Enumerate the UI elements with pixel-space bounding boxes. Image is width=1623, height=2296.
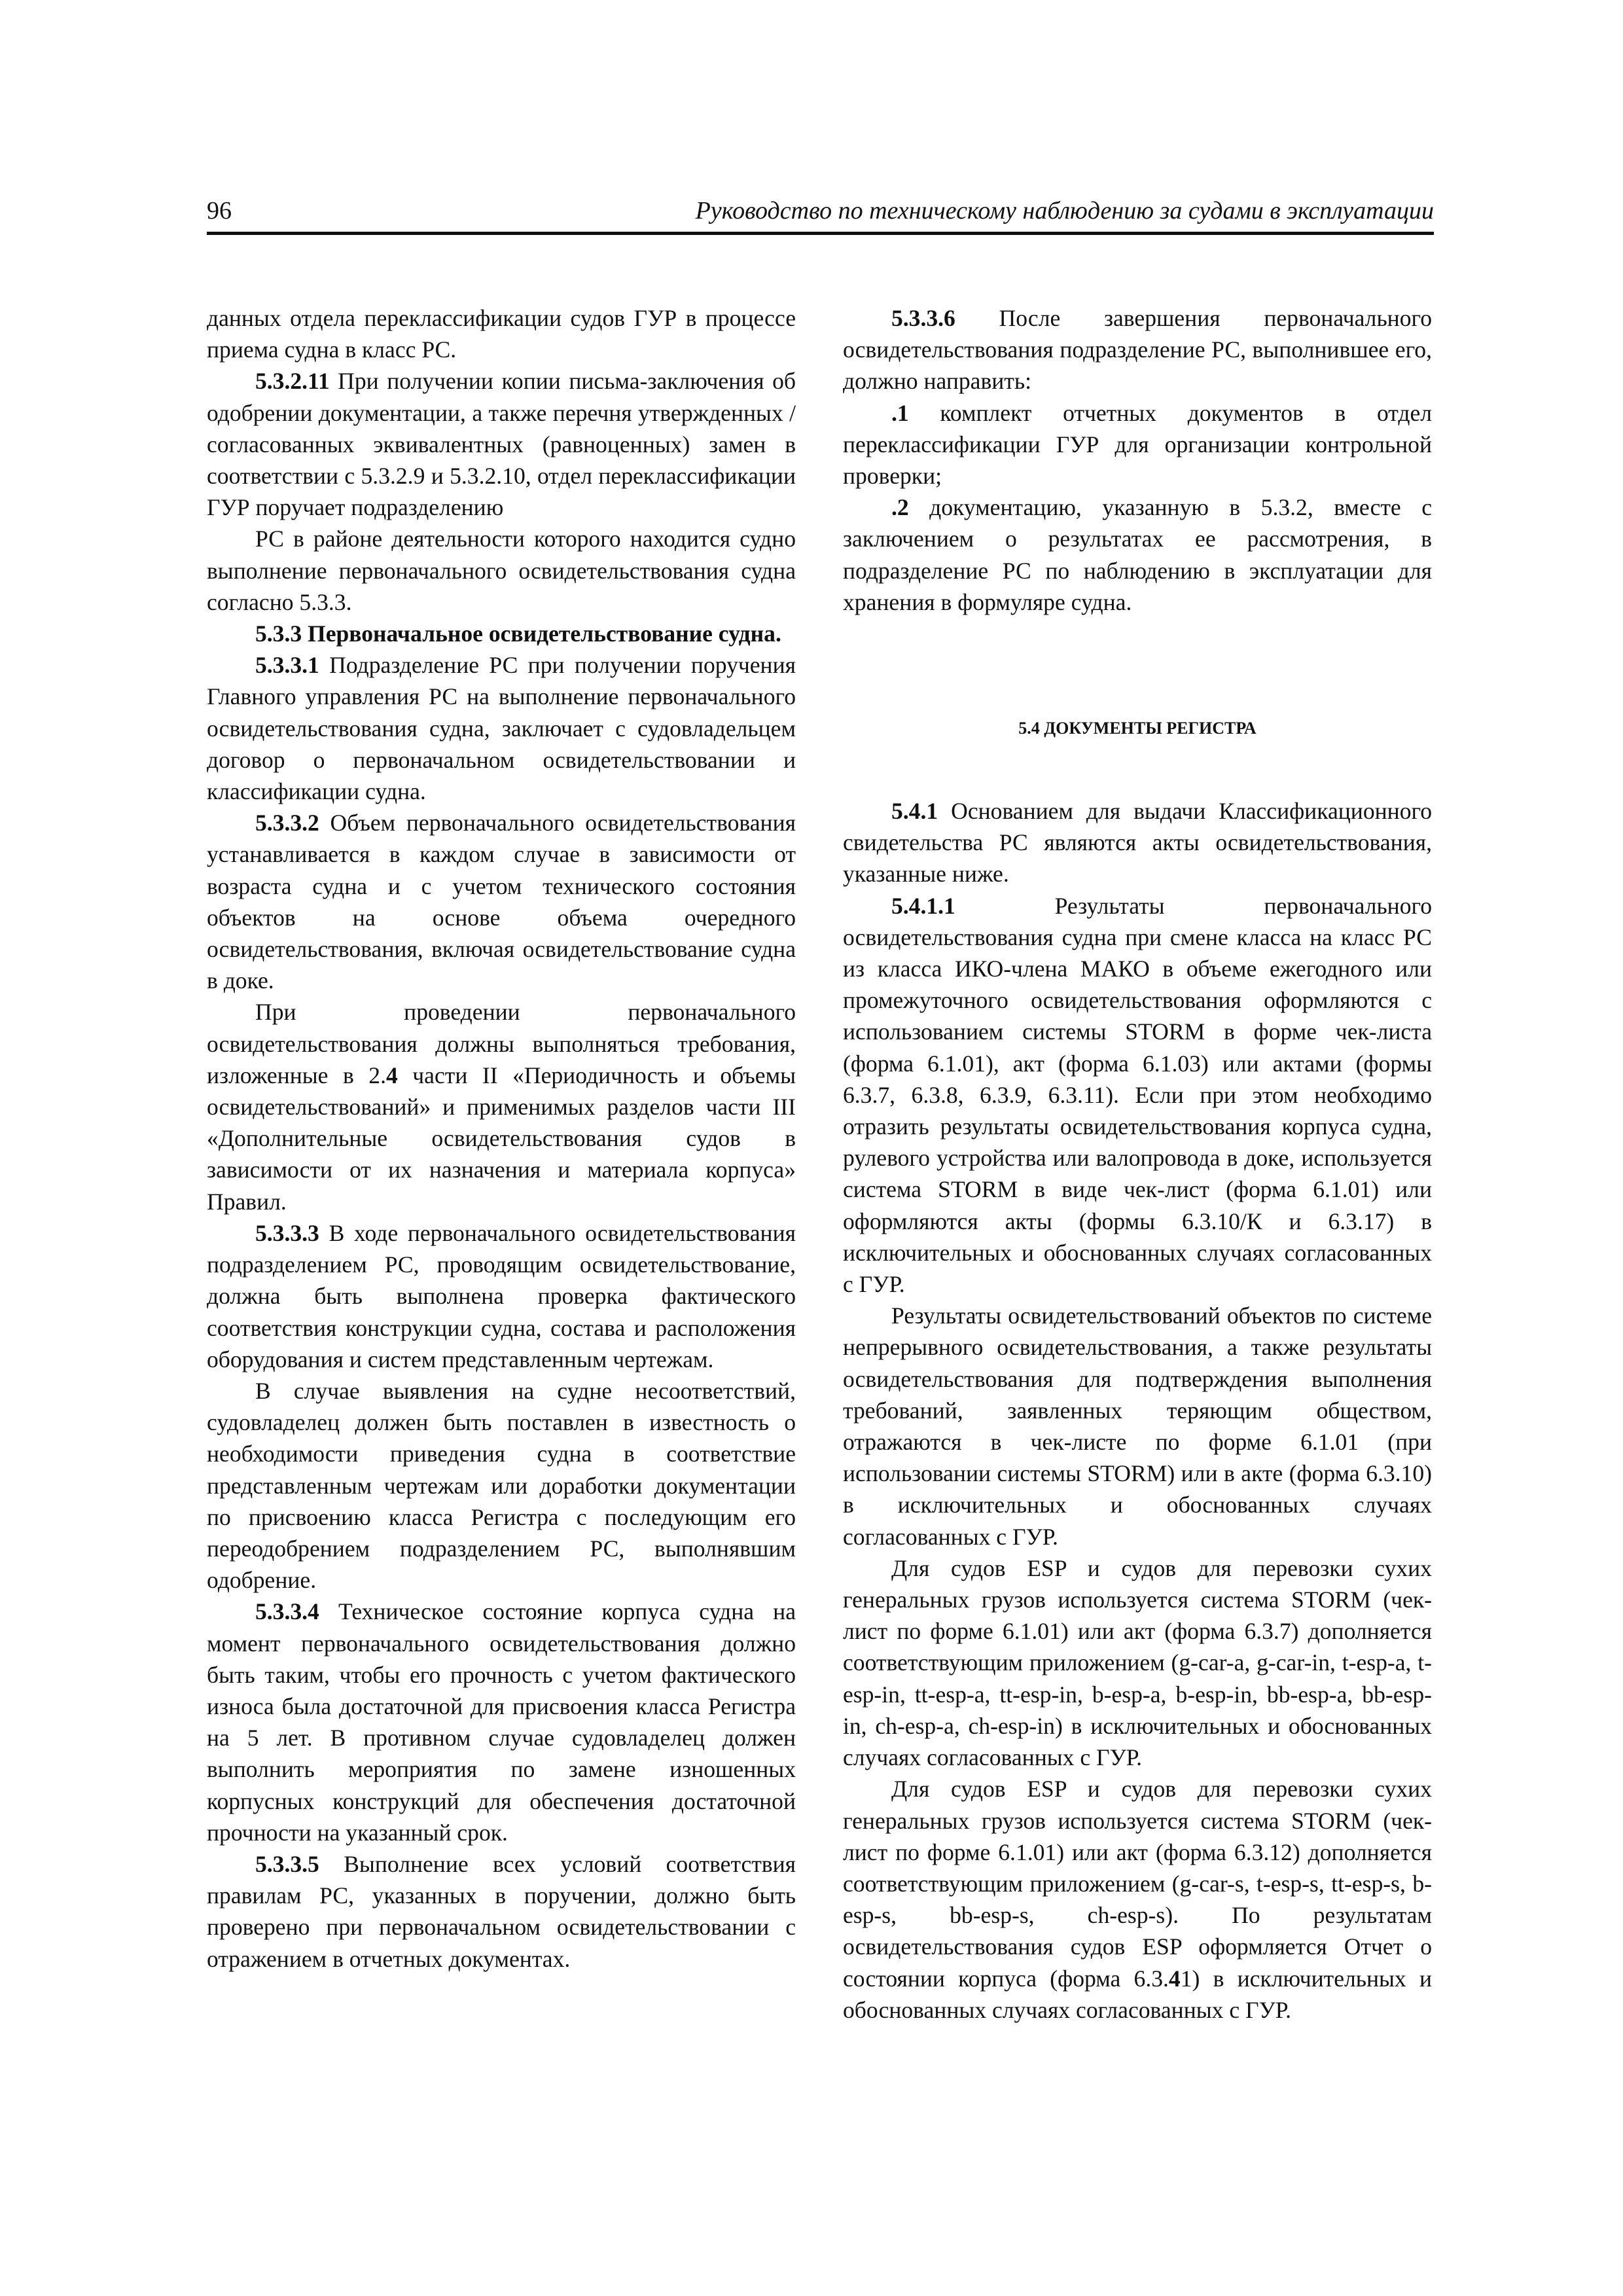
paragraph-5-3-3-4: 5.3.3.4 Техническое состояние корпуса судна на момент первоначального освидетельствования должно быть таким, чтобы его прочность с учетом фактического износа была достаточной для присвоения класса Регистра на 5 лет. В противном случае судовладелец должен выполнить мероприятия по замене изношенных корпусных конструкций для обеспечения достаточной прочности на указанный срок.: [207, 1598, 796, 1846]
clause-number: 5.3.2.11: [255, 368, 330, 395]
right-column: [843, 302, 1432, 618]
clause-number: 5.4.1.1: [891, 892, 955, 919]
paragraph-5-4-1: 5.4.1 Основанием для выдачи Классификационного свидетельства РС являются акты освидетельствования, указанные ниже.: [843, 798, 1432, 888]
paragraph: Результаты освидетельствований объектов по системе непрерывного освидетельствования, а также результаты освидетельствования для подтверждения выполнения требований, заявленных теряющим обществом, отражаются в чек-листе по форме 6.1.01 (при использовании системы STORM) или в акте (форма 6.3.10) в исключительных и обоснованных случаях согласованных с ГУР.: [843, 1302, 1432, 1550]
section-heading-5-4: 5.4 ДОКУМЕНТЫ РЕГИСТРА: [1018, 719, 1257, 738]
paragraph-5-3-3-3: 5.3.3.3 В ходе первоначального освидетельствования подразделением РС, проводящим освидетельствование, должна быть выполнена проверка фактического соответствия конструкции судна, состава и расположения оборудования и систем представленным чертежам.: [207, 1219, 796, 1372]
paragraph: Для судов ESP и судов для перевозки сухих генеральных грузов используется система STORM (чек-лист по форме 6.1.01) или акт (форма 6.3.12) дополняется соответствующим приложением (g-car-s, t-esp-s, tt-esp-s, b-esp-s, bb-esp-s, ch-esp-s). По результатам освидетельствования судов ESP оформляется Отчет о состоянии корпуса (форма 6.3.41) в исключительных и обоснованных случаях согласованных с ГУР.: [843, 1776, 1432, 2023]
list-number: .2: [891, 494, 909, 521]
clause-number: 5.3.3.3: [255, 1219, 319, 1246]
clause-number: 5.3.3.4: [255, 1598, 319, 1625]
paragraph-5-3-3-1: 5.3.3.1 Подразделение РС при получении поручения Главного управления РС на выполнение первоначального освидетельствования судна, заключает с судовладельцем договор о первоначальном освидетельствовании и классификации судна.: [207, 652, 796, 805]
paragraph: Для судов ESP и судов для перевозки сухих генеральных грузов используется система STORM (чек-лист по форме 6.1.01) или акт (форма 6.3.7) дополняется соответствующим приложением (g-car-a, g-car-in, t-esp-a, t-esp-in, tt-esp-a, tt-esp-in, b-esp-a, b-esp-in, bb-esp-a, bb-esp-in, ch-esp-a, ch-esp-in) в исключительных и обоснованных случаях согласованных с ГУР.: [843, 1554, 1432, 1771]
running-title: Руководство по техническому наблюдению за судами в эксплуатации: [695, 197, 1434, 224]
paragraph: В случае выявления на судне несоответствий, судовладелец должен быть поставлен в известность о необходимости приведения судна в соответствие представленным чертежам или доработки документации по присвоению класса Регистра с последующим его переодобрением подразделением РС, выполнявшим одобрение.: [207, 1377, 796, 1594]
paragraph: данных отдела переклассификации судов ГУР в процессе приема судна в класс РС.: [207, 305, 796, 363]
paragraph-5-3-3-6: 5.3.3.6 После завершения первоначального освидетельствования подразделение РС, выполнившее его, должно направить:: [843, 305, 1432, 395]
clause-number: 5.3.3: [255, 620, 302, 647]
paragraph-5-3-3-2: 5.3.3.2 Объем первоначального освидетельствования устанавливается в каждом случае в зависимости от возраста судна и с учетом технического состояния объектов на основе объема очередного освидетельствования, включая освидетельствование судна в доке.: [207, 810, 796, 994]
left-column: [207, 302, 796, 1975]
page-header: [207, 196, 1434, 236]
clause-number: 5.3.3.6: [891, 305, 955, 331]
clause-number: 5.3.3.1: [255, 652, 319, 679]
subsection-title-5-3-3: 5.3.3 Первоначальное освидетельствование судна.: [255, 620, 781, 647]
clause-number: 5.3.3.2: [255, 810, 319, 836]
list-number: .1: [891, 399, 909, 426]
page-number: 96: [207, 197, 232, 224]
list-item-2: .2 документацию, указанную в 5.3.2, вместе с заключением о результатах ее рассмотрения, в подразделение РС по наблюдению в эксплуатации для хранения в формуляре судна.: [843, 494, 1432, 615]
paragraph-5-4-1-1: 5.4.1.1 Результаты первоначального освидетельствования судна при смене класса на класс РС из класса ИКО-члена МАКО в объеме ежегодного или промежуточного освидетельствования оформляются с использованием системы STORM в форме чек-листа (форма 6.1.01), акт (форма 6.1.03) или актами (формы 6.3.7, 6.3.8, 6.3.9, 6.3.11). Если при этом необходимо отразить результаты освидетельствования корпуса судна, рулевого устройства или валопровода в доке, используется система STORM в виде чек-лист (форма 6.1.01) или оформляются акты (формы 6.3.10/К и 6.3.17) в исключительных и обоснованных случаях согласованных с ГУР.: [843, 892, 1432, 1298]
paragraph: При проведении первоначального освидетельствования должны выполняться требования, изложенные в 2.4 части II «Периодичность и объемы освидетельствований» и применимых разделов части III «Дополнительные освидетельствования судов в зависимости от их назначения и материала корпуса» Правил.: [207, 999, 796, 1215]
paragraph-5-3-3-5: 5.3.3.5 Выполнение всех условий соответствия правилам РС, указанных в поручении, должно быть проверено при первоначальном освидетельствовании с отражением в отчетных документах.: [207, 1850, 796, 1972]
header-rule: [207, 232, 1434, 235]
list-item-1: .1 комплект отчетных документов в отдел переклассификации ГУР для организации контрольной проверки;: [843, 399, 1432, 490]
paragraph: РС в районе деятельности которого находится судно выполнение первоначального освидетельствования судна согласно 5.3.3.: [207, 526, 796, 615]
right-column-continued: [843, 795, 1432, 2026]
clause-number: 5.4.1: [891, 798, 938, 824]
paragraph-5-3-2-11: 5.3.2.11 При получении копии письма-заключения об одобрении документации, а также перечня утвержденных / согласованных эквивалентных (равноценных) замен в соответствии с 5.3.2.9 и 5.3.2.10, отдел переклассификации ГУР поручает подразделению: [207, 368, 796, 521]
clause-number: 5.3.3.5: [255, 1850, 319, 1877]
